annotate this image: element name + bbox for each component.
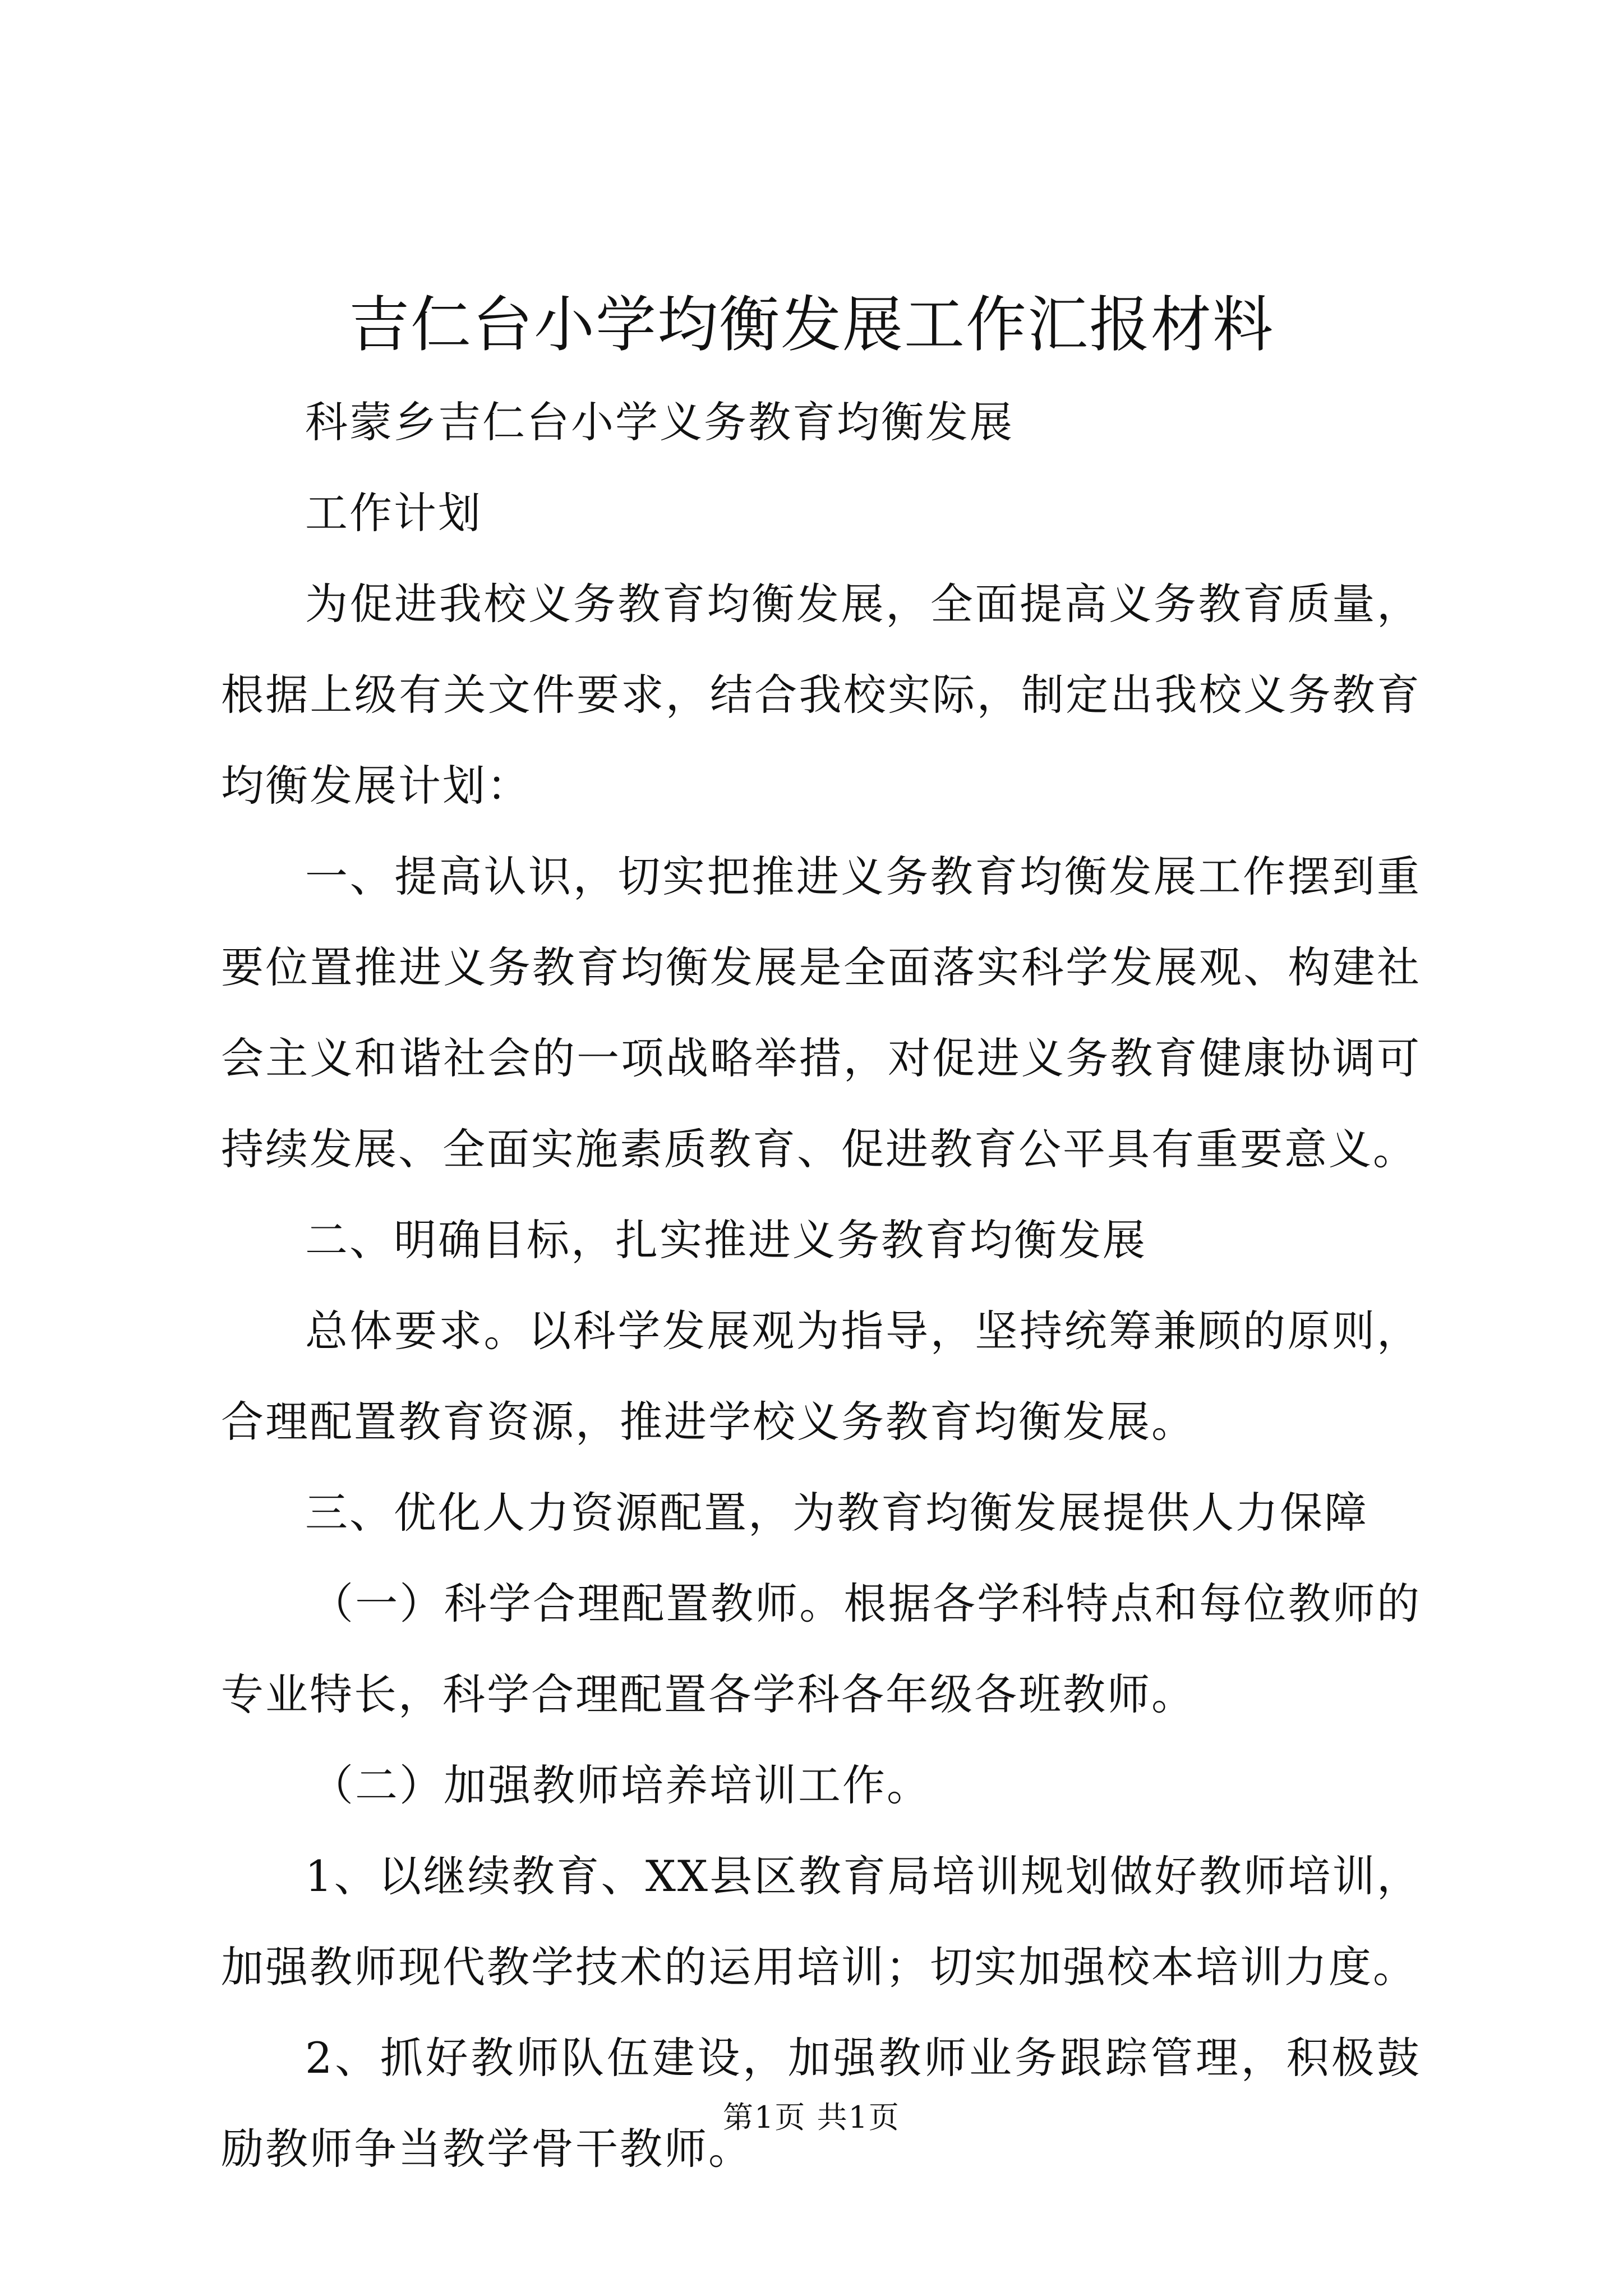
- paragraph-general-requirement: 总体要求。以科学发展观为指导，坚持统筹兼顾的原则，合理配置教育资源，推进学校义务教育均衡发展。: [221, 1306, 1421, 1447]
- paragraph-section-two: 二、明确目标，扎实推进义务教育均衡发展: [305, 1215, 1147, 1265]
- page-footer: 第1页 共1页: [723, 2100, 900, 2135]
- paragraph-plan-heading: 工作计划: [305, 488, 482, 538]
- document-title: 吉仁台小学均衡发展工作汇报材料: [348, 290, 1274, 360]
- paragraph-item-one: （一）科学合理配置教师。根据各学科特点和每位教师的专业特长，科学合理配置各学科各年级各班教师。: [221, 1579, 1421, 1719]
- paragraph-section-three: 三、优化人力资源配置，为教育均衡发展提供人力保障: [305, 1488, 1368, 1538]
- paragraph-item-two: （二）加强教师培养培训工作。: [311, 1760, 931, 1810]
- paragraph-school-heading: 科蒙乡吉仁台小学义务教育均衡发展: [305, 397, 1014, 447]
- paragraph-subitem-1: 1、以继续教育、XX县区教育局培训规划做好教师培训，加强教师现代教学技术的运用培训；切实加强校本培训力度。: [221, 1851, 1421, 1992]
- document-body: [221, 377, 1421, 2194]
- paragraph-intro: 为促进我校义务教育均衡发展，全面提高义务教育质量，根据上级有关文件要求，结合我校实际，制定出我校义务教育均衡发展计划：: [221, 579, 1421, 811]
- paragraph-section-one: 一、提高认识，切实把推进义务教育均衡发展工作摆到重要位置推进义务教育均衡发展是全面落实科学发展观、构建社会主义和谐社会的一项战略举措，对促进义务教育健康协调可持续发展、全面实施素质教育、促进教育公平具有重要意义。: [221, 852, 1421, 1174]
- paragraph-subitem-2: 2、抓好教师队伍建设，加强教师业务跟踪管理，积极鼓励教师争当教学骨干教师。: [221, 2033, 1421, 2174]
